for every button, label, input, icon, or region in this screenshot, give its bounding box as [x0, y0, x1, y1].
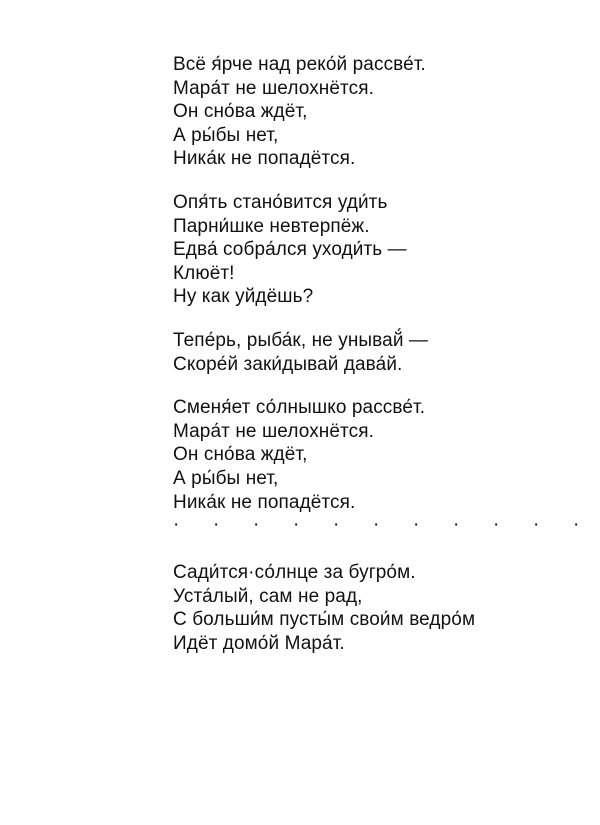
poem-line: Клюёт!: [173, 262, 235, 284]
stanza-gap: [173, 309, 573, 329]
stanza-2: [173, 191, 573, 309]
poem-line: А ры́бы нет,: [173, 467, 279, 489]
poem-line: Парни́шке невтерпёж.: [173, 215, 370, 237]
poem-line: Идёт домо́й Мара́т.: [173, 632, 345, 654]
poem-line: Он сно́ва ждёт,: [173, 101, 308, 123]
poem-line: Мара́т не шелохнётся.: [173, 77, 375, 99]
poem-line: Сади́тся·со́лнце за бугро́м.: [173, 562, 416, 584]
poem-line: Ника́к не попадётся.: [173, 491, 356, 513]
stanza-gap: [173, 541, 573, 561]
poem-line: Ника́к не попадётся.: [173, 148, 356, 170]
stanza-1: [173, 53, 573, 171]
stanza-3: [173, 329, 573, 376]
poem-line: Тепе́рь, рыба́к, не унывай́ —: [173, 329, 429, 351]
stanza-gap: [173, 376, 573, 396]
dotted-separator: · · · · · · · · · · ·: [173, 514, 594, 536]
poem-line: Сменя́ет со́лнышко рассве́т.: [173, 397, 426, 419]
poem-line: Мара́т не шелохнётся.: [173, 420, 375, 442]
poem-line: С больши́м пусты́м свои́м ведро́м: [173, 609, 476, 631]
stanza-4: [173, 396, 573, 514]
poem-line: А ры́бы нет,: [173, 124, 279, 146]
poem-line: Едва́ собра́лся уходи́ть —: [173, 239, 407, 261]
poem-line: Скоре́й заки́дывай дава́й.: [173, 353, 403, 375]
poem: [173, 53, 594, 655]
poem-line: Ну как уйдёшь?: [173, 286, 314, 308]
poem-line: Опя́ть стано́вится уди́ть: [173, 191, 388, 213]
poem-line: Он сно́ва ждёт,: [173, 444, 308, 466]
poem-line: Всё я́рче над реко́й рассве́т.: [173, 54, 426, 75]
stanza-gap: [173, 171, 573, 191]
poem-line: Уста́лый, сам не рад,: [173, 585, 363, 607]
stanza-5: [173, 561, 573, 655]
